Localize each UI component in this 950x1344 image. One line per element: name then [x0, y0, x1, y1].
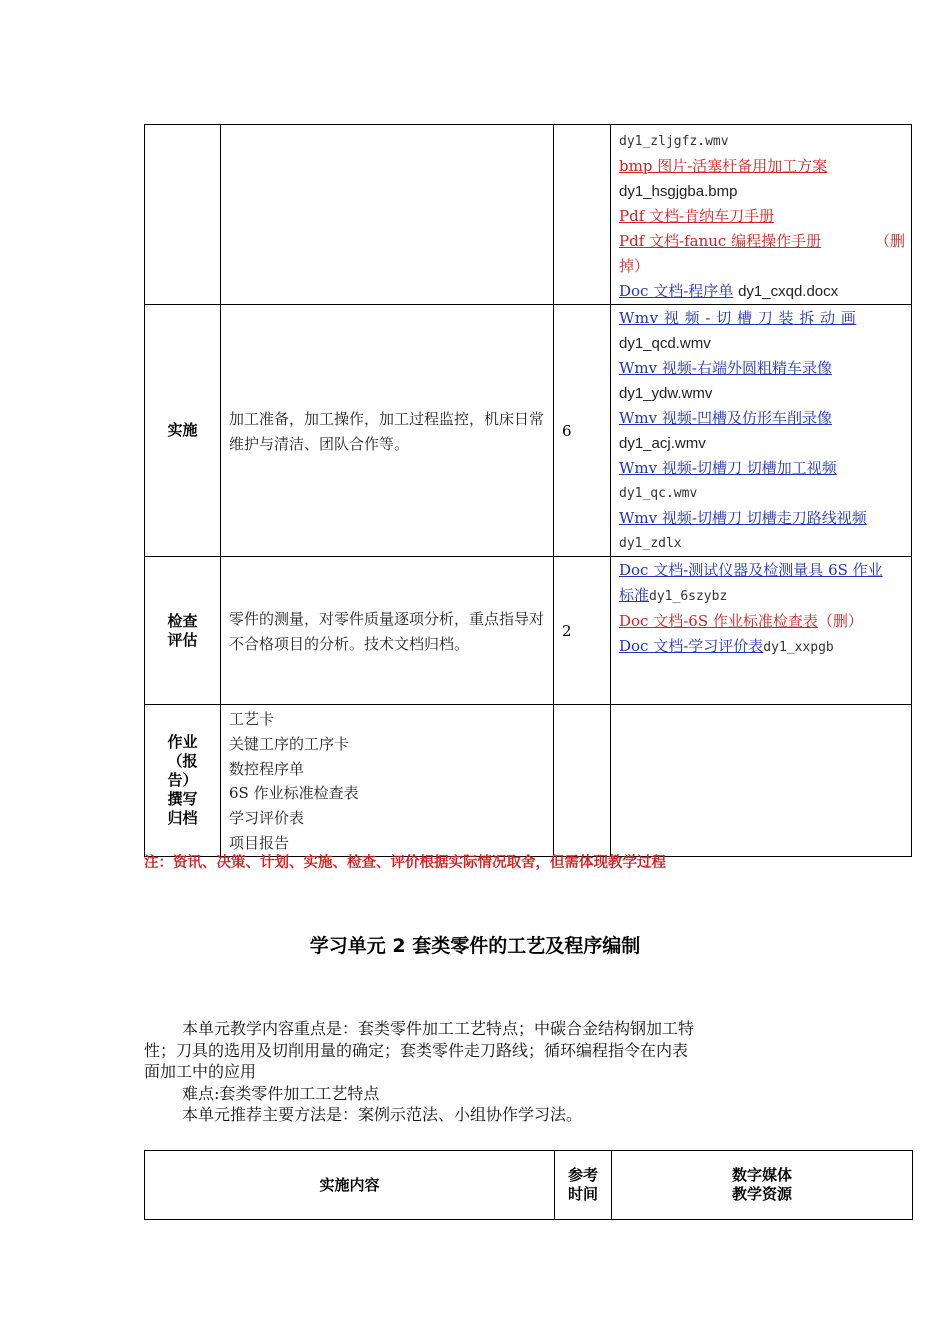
resource-link[interactable]: 标准: [619, 586, 650, 604]
resources-cell: [611, 125, 912, 305]
resource-filename: dy1_qc.wmv: [619, 486, 698, 501]
unit-description: [144, 1018, 824, 1126]
resource-filename: dy1_cxqd.docx: [738, 283, 839, 300]
stage-label: [145, 557, 221, 705]
header-resources-text: 数字媒体教学资源: [731, 1166, 792, 1203]
list-item: 6S 作业标准检查表: [229, 784, 359, 803]
resources-cell: [611, 705, 912, 857]
paragraph-line: 难点:套类零件加工工艺特点: [182, 1083, 380, 1103]
stage-content: 零件的测量，对零件质量逐项分析，重点指导对不合格项目的分析。技术文档归档。: [229, 609, 545, 653]
resource-link[interactable]: Wmv 视频-凹槽及仿形车削录像: [619, 409, 832, 427]
content-cell: [221, 705, 554, 857]
resources-cell: [611, 557, 912, 705]
table-header-row: [145, 1151, 913, 1220]
list-item: 工艺卡: [229, 710, 275, 728]
stage-label-text: 检查评估: [167, 611, 198, 649]
paragraph-line: 面加工中的应用: [144, 1062, 257, 1081]
header-hours: [555, 1151, 612, 1220]
hours-cell: [554, 557, 611, 705]
header-content: 实施内容: [145, 1151, 555, 1220]
resource-filename: dy1_zdlx: [619, 536, 682, 551]
table-row: [145, 125, 912, 305]
resource-filename: dy1_6szybz: [649, 589, 728, 604]
resource-link[interactable]: Wmv 视频-切槽刀 切槽加工视频: [619, 459, 837, 477]
header-resources: [612, 1151, 913, 1220]
table-row: [145, 705, 912, 857]
paragraph-line: 本单元推荐主要方法是：案例示范法、小组协作学习法。: [182, 1105, 583, 1124]
resource-link[interactable]: bmp 图片-活塞杆备用加工方案: [619, 157, 828, 175]
teaching-plan-table: [144, 124, 912, 857]
resource-link[interactable]: Doc 文档-6S 作业标准检查表: [619, 612, 818, 630]
resource-filename: dy1_qcd.wmv: [619, 335, 711, 352]
resource-filename: dy1_xxpgb: [763, 640, 834, 655]
resource-link[interactable]: Doc 文档-学习评价表: [619, 637, 764, 655]
stage-hours: 2: [562, 621, 572, 640]
stage-label-text: 作业（报告）撰写归档: [167, 732, 198, 827]
list-item: 关键工序的工序卡: [229, 734, 350, 753]
content-cell: [221, 125, 554, 305]
resource-link[interactable]: Doc 文档-测试仪器及检测量具 6S 作业: [619, 561, 883, 579]
hours-cell: [554, 305, 611, 557]
stage-content: 加工准备，加工操作，加工过程监控，机床日常维护与清洁、团队合作等。: [229, 409, 545, 453]
resource-filename: dy1_ydw.wmv: [619, 385, 713, 402]
resources-cell: [611, 305, 912, 557]
header-hours-text: 参考时间: [567, 1166, 598, 1203]
hours-cell: [554, 705, 611, 857]
list-item: 数控程序单: [229, 759, 305, 778]
resource-filename: dy1_zljgfz.wmv: [619, 134, 729, 149]
delete-mark: （删）: [817, 612, 863, 630]
list-item: 学习评价表: [229, 809, 305, 828]
note-text: 注：资讯、决策、计划、实施、检查、评价根据实际情况取舍，但需体现教学过程: [144, 855, 666, 871]
content-cell: [221, 557, 554, 705]
unit2-table: [144, 1150, 913, 1220]
table-row: [145, 557, 912, 705]
resource-link[interactable]: Pdf 文档-肯纳车刀手册: [619, 207, 775, 225]
delete-mark: （删: [874, 232, 905, 250]
resource-filename: dy1_hsgjgba.bmp: [619, 183, 738, 200]
resource-link[interactable]: Wmv 视频-右端外圆粗精车录像: [619, 359, 832, 377]
resource-link[interactable]: Pdf 文档-fanuc 编程操作手册: [619, 232, 822, 250]
resource-link[interactable]: Doc 文档-程序单: [619, 282, 734, 300]
content-cell: [221, 305, 554, 557]
delete-mark: 掉）: [619, 257, 650, 275]
stage-label: 实施: [145, 305, 221, 557]
resource-link[interactable]: Wmv 视 频 - 切 槽 刀 装 拆 动 画: [619, 309, 857, 327]
section-title: 学习单元 2 套类零件的工艺及程序编制: [309, 935, 641, 957]
resource-link[interactable]: Wmv 视频-切槽刀 切槽走刀路线视频: [619, 509, 867, 527]
list-item: 项目报告: [229, 833, 290, 852]
hours-cell: [554, 125, 611, 305]
paragraph-line: 性；刀具的选用及切削用量的确定；套类零件走刀路线；循环编程指令在内表: [144, 1040, 689, 1060]
paragraph-line: 本单元教学内容重点是：套类零件加工工艺特点；中碳合金结构钢加工特: [182, 1019, 695, 1038]
stage-hours: 6: [562, 421, 572, 440]
resource-filename: dy1_acj.wmv: [619, 435, 706, 452]
stage-label-cell: [145, 125, 221, 305]
stage-label: [145, 705, 221, 857]
table-row: [145, 305, 912, 557]
